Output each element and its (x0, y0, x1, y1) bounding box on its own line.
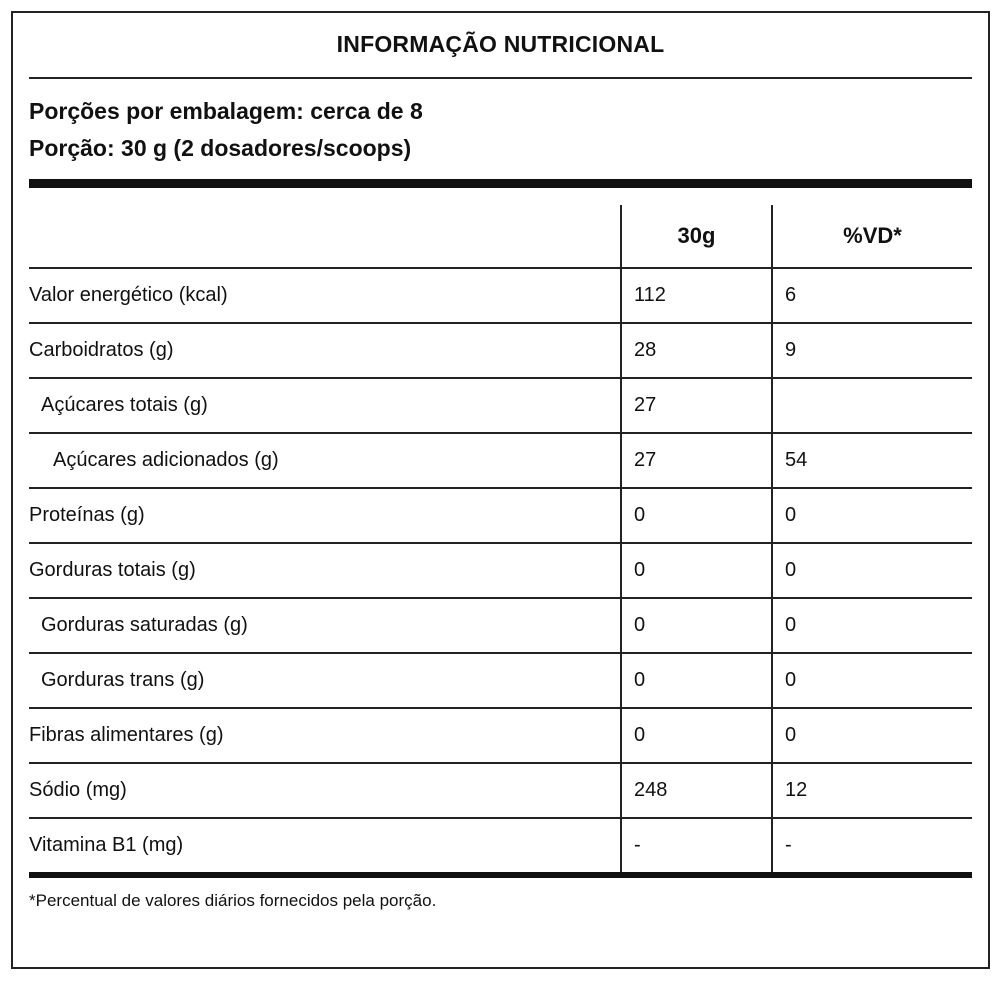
table-row (29, 433, 972, 488)
nutrient-amount: - (621, 818, 772, 875)
nutrient-daily-value: 9 (772, 323, 972, 378)
nutrient-name: Gorduras trans (g) (29, 653, 621, 708)
table-header-row (29, 205, 972, 268)
nutrient-daily-value: 12 (772, 763, 972, 818)
nutrient-daily-value: - (772, 818, 972, 875)
nutrient-amount: 27 (621, 378, 772, 433)
nutrient-name: Valor energético (kcal) (29, 268, 621, 323)
nutrient-daily-value: 6 (772, 268, 972, 323)
label-title: INFORMAÇÃO NUTRICIONAL (336, 31, 665, 57)
header-nutrient (29, 205, 621, 268)
header-amount: 30g (621, 205, 772, 268)
nutrient-daily-value: 0 (772, 598, 972, 653)
nutrient-amount: 0 (621, 488, 772, 543)
nutrient-amount: 28 (621, 323, 772, 378)
nutrition-table (29, 205, 972, 878)
table-row (29, 763, 972, 818)
footnote: *Percentual de valores diários fornecidos pela porção. (29, 891, 437, 910)
nutrient-amount: 0 (621, 653, 772, 708)
nutrition-facts-label (11, 11, 990, 969)
nutrient-name: Açúcares adicionados (g) (29, 433, 621, 488)
nutrient-amount: 248 (621, 763, 772, 818)
table-row (29, 818, 972, 875)
table-row (29, 488, 972, 543)
nutrient-amount: 27 (621, 433, 772, 488)
thick-divider (29, 179, 972, 188)
header-daily-value: %VD* (772, 205, 972, 268)
nutrient-daily-value: 0 (772, 488, 972, 543)
table-row (29, 598, 972, 653)
table-row (29, 323, 972, 378)
nutrient-name: Gorduras saturadas (g) (29, 598, 621, 653)
table-row (29, 653, 972, 708)
nutrient-daily-value: 0 (772, 653, 972, 708)
title-divider (29, 77, 972, 79)
nutrient-name: Carboidratos (g) (29, 323, 621, 378)
nutrient-daily-value: 0 (772, 543, 972, 598)
table-row (29, 708, 972, 763)
nutrient-daily-value (772, 378, 972, 433)
nutrient-daily-value: 0 (772, 708, 972, 763)
nutrient-amount: 0 (621, 708, 772, 763)
servings-per-package: Porções por embalagem: cerca de 8 (29, 98, 423, 124)
nutrient-daily-value: 54 (772, 433, 972, 488)
nutrient-amount: 0 (621, 598, 772, 653)
table-row (29, 543, 972, 598)
nutrient-amount: 0 (621, 543, 772, 598)
table-row (29, 378, 972, 433)
serving-size: Porção: 30 g (2 dosadores/scoops) (29, 135, 412, 161)
nutrient-name: Açúcares totais (g) (29, 378, 621, 433)
nutrient-amount: 112 (621, 268, 772, 323)
nutrient-name: Proteínas (g) (29, 488, 621, 543)
nutrient-name: Gorduras totais (g) (29, 543, 621, 598)
nutrient-name: Vitamina B1 (mg) (29, 818, 621, 875)
nutrient-name: Sódio (mg) (29, 763, 621, 818)
table-row (29, 268, 972, 323)
nutrient-name: Fibras alimentares (g) (29, 708, 621, 763)
